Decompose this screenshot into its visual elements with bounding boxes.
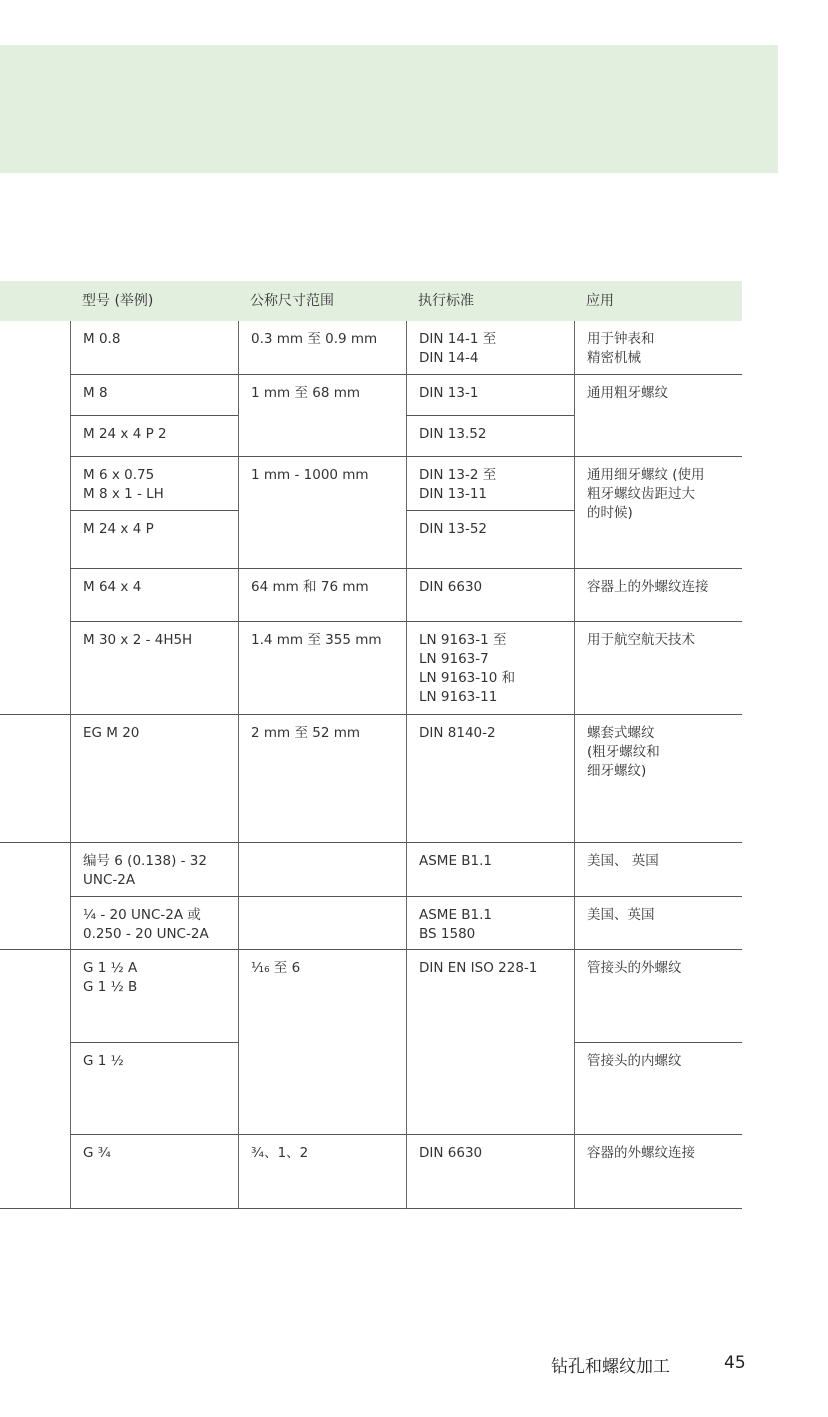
- application-cell: 美国、 英国: [574, 843, 742, 897]
- application-cell: 管接头的外螺纹: [574, 950, 742, 1043]
- standard-cell: ASME B1.1: [406, 843, 574, 897]
- header-model: 型号 (举例): [82, 293, 154, 309]
- header-banner: [0, 45, 778, 173]
- size-range-cell: 2 mm 至 52 mm: [238, 715, 406, 843]
- category-cell: [0, 715, 70, 843]
- application-cell: 管接头的内螺纹: [574, 1043, 742, 1135]
- model-cell: EG M 20: [70, 715, 238, 843]
- application-cell: 螺套式螺纹 (粗牙螺纹和 细牙螺纹): [574, 715, 742, 843]
- standard-cell: DIN 6630: [406, 569, 574, 622]
- header-standard: 执行标准: [418, 293, 474, 309]
- header-application: 应用: [586, 293, 614, 309]
- header-size-range: 公称尺寸范围: [250, 293, 334, 309]
- size-range-cell: ¾、1、2: [238, 1135, 406, 1209]
- application-cell: 容器的外螺纹连接: [574, 1135, 742, 1209]
- model-cell: ¼ - 20 UNC-2A 或 0.250 - 20 UNC-2A: [70, 897, 238, 950]
- standard-cell: ASME B1.1 BS 1580: [406, 897, 574, 950]
- model-cell: M 8: [70, 375, 238, 416]
- standard-cell: DIN 14-1 至 DIN 14-4: [406, 321, 574, 375]
- model-cell: M 0.8: [70, 321, 238, 375]
- size-range-cell: 1 mm 至 68 mm: [238, 375, 406, 457]
- category-cell: [0, 843, 70, 950]
- size-range-cell: 1.4 mm 至 355 mm: [238, 622, 406, 715]
- size-range-cell: 64 mm 和 76 mm: [238, 569, 406, 622]
- table-header: [0, 281, 742, 321]
- model-cell: M 6 x 0.75 M 8 x 1 - LH: [70, 457, 238, 511]
- standard-cell: DIN EN ISO 228-1: [406, 950, 574, 1135]
- model-cell: G 1 ½: [70, 1043, 238, 1135]
- model-cell: M 64 x 4: [70, 569, 238, 622]
- size-range-cell: 0.3 mm 至 0.9 mm: [238, 321, 406, 375]
- model-cell: M 30 x 2 - 4H5H: [70, 622, 238, 715]
- size-range-cell: ¹⁄₁₆ 至 6: [238, 950, 406, 1135]
- application-cell: 美国、英国: [574, 897, 742, 950]
- standard-cell: DIN 13-52: [406, 511, 574, 569]
- size-range-cell: [238, 897, 406, 950]
- application-cell: 用于钟表和 精密机械: [574, 321, 742, 375]
- model-cell: M 24 x 4 P: [70, 511, 238, 569]
- category-cell: [0, 950, 70, 1209]
- standard-cell: DIN 8140-2: [406, 715, 574, 843]
- footer-title: 钻孔和螺纹加工: [551, 1357, 670, 1377]
- standard-cell: DIN 13.52: [406, 416, 574, 457]
- application-cell: 用于航空航天技术: [574, 622, 742, 715]
- category-cell: [0, 321, 70, 715]
- standard-cell: DIN 13-1: [406, 375, 574, 416]
- application-cell: 通用细牙螺纹 (使用 粗牙螺纹齿距过大 的时候): [574, 457, 742, 569]
- model-cell: 编号 6 (0.138) - 32 UNC-2A: [70, 843, 238, 897]
- standard-cell: LN 9163-1 至 LN 9163-7 LN 9163-10 和 LN 9163-11: [406, 622, 574, 715]
- standard-cell: DIN 6630: [406, 1135, 574, 1209]
- size-range-cell: [238, 843, 406, 897]
- application-cell: 通用粗牙螺纹: [574, 375, 742, 457]
- application-cell: 容器上的外螺纹连接: [574, 569, 742, 622]
- model-cell: M 24 x 4 P 2: [70, 416, 238, 457]
- model-cell: G ¾: [70, 1135, 238, 1209]
- page-number: 45: [724, 1353, 746, 1373]
- standard-cell: DIN 13-2 至 DIN 13-11: [406, 457, 574, 511]
- size-range-cell: 1 mm - 1000 mm: [238, 457, 406, 569]
- model-cell: G 1 ½ A G 1 ½ B: [70, 950, 238, 1043]
